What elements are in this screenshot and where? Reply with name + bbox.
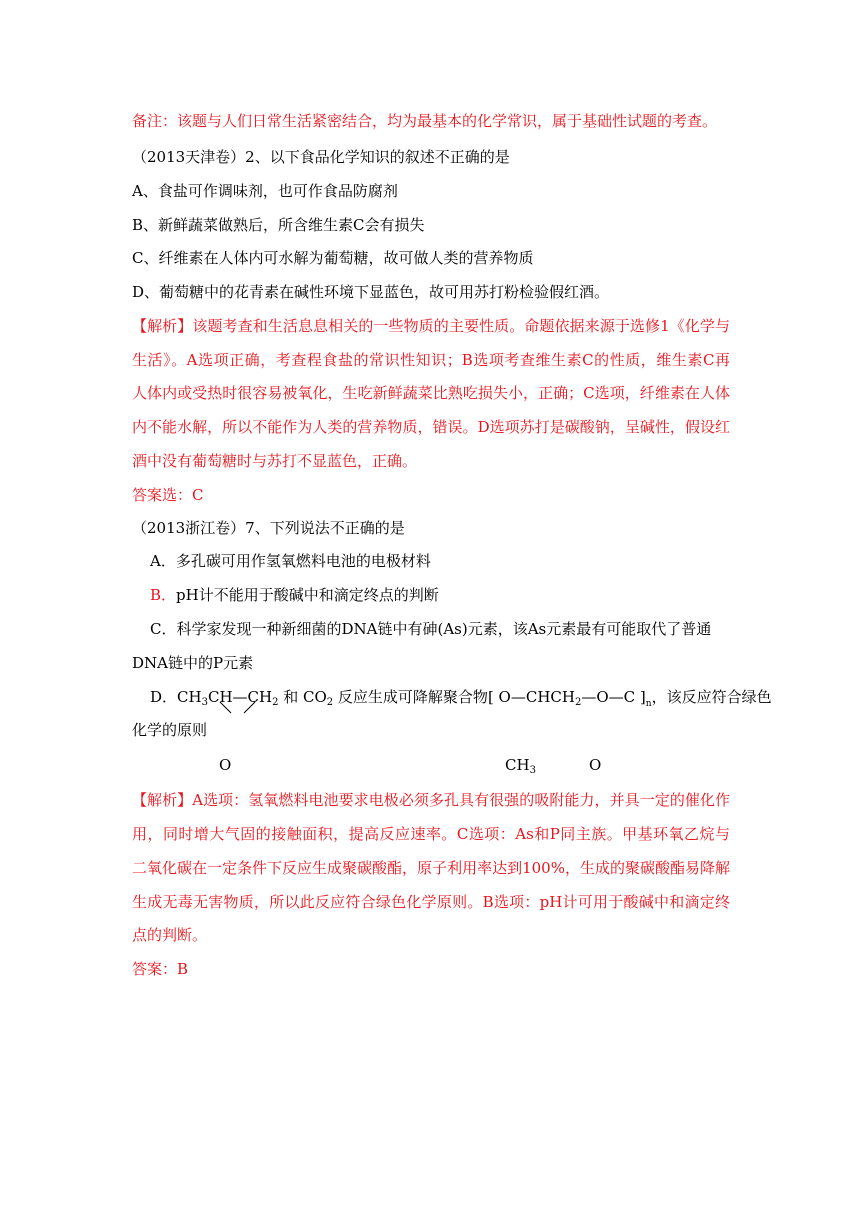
q2-analysis-line-5: 酒中没有葡萄糖时与苏打不显蓝色，正确。 <box>132 452 418 470</box>
q2-analysis-line-3: 人体内或受热时很容易被氧化，生吃新鲜蔬菜比熟吃损失小，正确；C选项，纤维素在人体 <box>132 384 730 402</box>
formula-polymer: [ $O—CHCH_2—O—C$ ]$_n$ <box>487 688 652 709</box>
note-remark: 备注：该题与人们日常生活紧密结合，均为最基本的化学常识，属于基础性试题的考查。 <box>132 112 718 130</box>
q7-answer: 答案：B <box>132 960 189 978</box>
q7-analysis-line-4: 生成无毒无害物质，所以此反应符合绿色化学原则。B选项：pH计可用于酸碱中和滴定终 <box>132 893 730 911</box>
epoxide-bond-lines <box>218 702 258 716</box>
q7-analysis-line-5: 点的判断。 <box>132 926 208 944</box>
q7-analysis-line-3: 二氧化碳在一定条件下反应生成聚碳酸酯，原子利用率达到100%，生成的聚碳酸酯易降解 <box>132 859 730 877</box>
q2-option-b: B、新鲜蔬菜做熟后，所含维生素C会有损失 <box>132 216 425 234</box>
q2-option-c: C、纤维素在人体内可水解为葡萄糖，故可做人类的营养物质 <box>132 249 534 267</box>
q2-option-d: D、葡萄糖中的花青素在碱性环境下显蓝色，故可用苏打粉检验假红酒。 <box>132 283 610 301</box>
q2-analysis-line-4: 内不能水解，所以不能作为人类的营养物质，错误。D选项苏打是碳酸钠，呈碱性，假设红 <box>132 418 730 436</box>
epoxide-oxygen: O <box>219 756 232 774</box>
q2-analysis-line-2: 生活》。A选项正确，考查程食盐的常识性知识；B选项考查维生素C的性质，维生素C再 <box>132 351 730 369</box>
q7-option-a: A．多孔碳可用作氢氧燃料电池的电极材料 <box>150 552 431 570</box>
q7-analysis-line-1 <box>132 789 730 811</box>
q7-option-b-letter: B． <box>150 586 177 604</box>
question-7-stem: （2013浙江卷）7、下列说法不正确的是 <box>132 519 405 537</box>
q7-option-c-line-2: DNA链中的P元素 <box>132 654 254 672</box>
formula-epoxide: $CH—CH_2$ <box>208 688 279 706</box>
polymer-carbonyl-oxygen: O <box>589 756 602 774</box>
q7-option-d-tail: ，该反应符合绿色 <box>651 688 772 706</box>
q7-option-d-text: 反应生成可降解聚合物 <box>333 688 488 706</box>
q2-analysis-line-1 <box>132 315 730 337</box>
q2-option-a: A、食盐可作调味剂，也可作食品防腐剂 <box>132 182 398 200</box>
formula-co2: 和 $CO_2$ <box>278 688 334 708</box>
q7-option-c-line-1: C．科学家发现一种新细菌的DNA链中有砷(As)元素，该As元素最有可能取代了普通 <box>150 620 712 638</box>
q2-answer: 答案选：C <box>132 486 204 504</box>
q7-option-d-line-1 <box>150 686 772 715</box>
polymer-methyl: $CH_3$ <box>505 756 536 776</box>
formula-ch3: D．$CH_3$ <box>150 688 208 708</box>
q7-analysis-label: 【解析】 <box>132 791 193 809</box>
q2-analysis-text-1: 该题考查和生活息息相关的一些物质的主要性质。命题依据来源于选修1《化学与 <box>192 317 730 335</box>
question-2-stem: （2013天津卷）2、以下食品化学知识的叙述不正确的是 <box>132 148 510 166</box>
q7-option-d-line-2: 化学的原则 <box>132 721 208 739</box>
q7-option-b-text: pH计不能用于酸碱中和滴定终点的判断 <box>176 586 439 604</box>
q7-analysis-line-2: 用，同时增大气固的接触面积，提高反应速率。C选项：As和P同主族。甲基环氧乙烷与 <box>132 825 730 843</box>
q7-analysis-text-1: A选项：氢氧燃料电池要求电极必须多孔具有很强的吸附能力，并具一定的催化作 <box>192 791 730 809</box>
q7-option-b <box>150 584 439 606</box>
q2-analysis-label: 【解析】 <box>132 317 193 335</box>
